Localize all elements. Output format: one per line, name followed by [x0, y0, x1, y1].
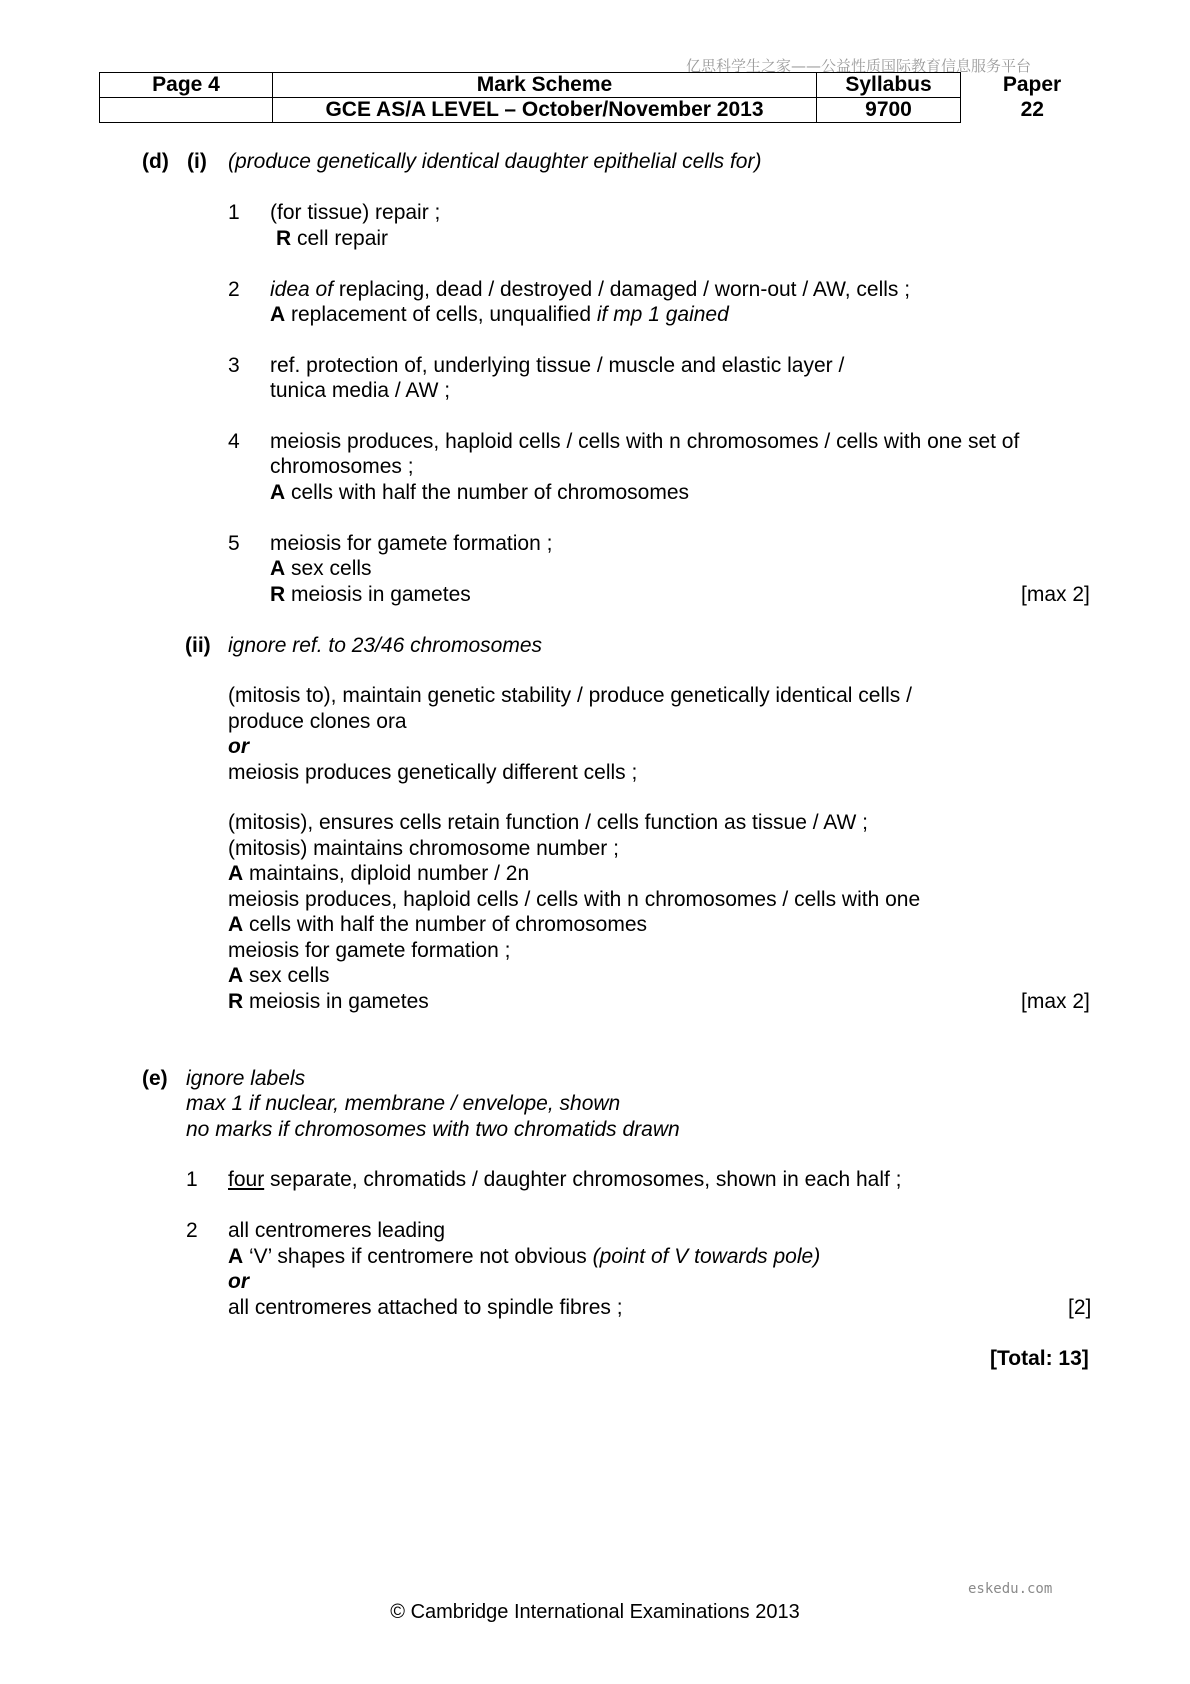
- section-d-i-label: (i): [187, 150, 207, 173]
- d-ii-line-1: (mitosis to), maintain genetic stability / produce genetically identical cells /: [228, 684, 912, 707]
- e-point-2-accept: A ‘V’ shapes if centromere not obvious (point of V towards pole): [228, 1245, 821, 1268]
- header-title: Mark Scheme: [273, 73, 817, 98]
- d-i-point-5-accept: A sex cells: [270, 557, 372, 580]
- d-i-point-5-line1: meiosis for gamete formation ;: [270, 532, 553, 555]
- d-i-point-2-accept: A replacement of cells, unqualified if mp 1 gained: [270, 303, 729, 326]
- section-e-label: (e): [142, 1067, 168, 1090]
- e-point-2-line3: all centromeres attached to spindle fibres ;: [228, 1296, 623, 1319]
- d-ii-line-6: A maintains, diploid number / 2n: [228, 862, 530, 885]
- e-intro-1: ignore labels: [186, 1067, 306, 1090]
- d-i-mark: [max 2]: [1021, 583, 1090, 606]
- d-i-point-3-num: 3: [228, 354, 240, 377]
- d-ii-intro: ignore ref. to 23/46 chromosomes: [228, 634, 542, 657]
- d-i-point-1-line1: (for tissue) repair ;: [270, 201, 441, 224]
- d-i-intro: (produce genetically identical daughter epithelial cells for): [228, 150, 762, 173]
- d-ii-line-9: meiosis for gamete formation ;: [228, 939, 511, 962]
- d-i-point-4-line2: chromosomes ;: [270, 455, 414, 478]
- d-ii-line-5: (mitosis) maintains chromosome number ;: [228, 837, 619, 860]
- e-intro-2: max 1 if nuclear, membrane / envelope, shown: [186, 1092, 621, 1115]
- d-ii-line-7: meiosis produces, haploid cells / cells with n chromosomes / cells with one: [228, 888, 921, 911]
- d-i-point-1-reject: R cell repair: [276, 227, 389, 250]
- header-blank-cell: [100, 98, 273, 123]
- d-i-point-4-num: 4: [228, 430, 240, 453]
- d-i-point-5-reject: R meiosis in gametes: [270, 583, 471, 606]
- d-i-point-4-accept: A cells with half the number of chromosomes: [270, 481, 690, 504]
- header-paper-label: Paper: [1002, 73, 1062, 96]
- e-point-2-or: or: [228, 1270, 249, 1293]
- d-ii-line-2: produce clones ora: [228, 710, 407, 733]
- total-mark: [Total: 13]: [990, 1347, 1089, 1370]
- d-ii-mark: [max 2]: [1021, 990, 1090, 1013]
- e-mark: [2]: [1068, 1296, 1092, 1319]
- d-ii-line-8: A cells with half the number of chromosomes: [228, 913, 648, 936]
- section-d-ii-label: (ii): [185, 634, 211, 657]
- header-syllabus-label: Syllabus: [817, 73, 961, 98]
- d-i-point-2-num: 2: [228, 278, 240, 301]
- footer-copyright: © Cambridge International Examinations 2013: [390, 1601, 800, 1623]
- d-ii-or: or: [228, 735, 249, 758]
- e-point-1: four separate, chromatids / daughter chromosomes, shown in each half ;: [228, 1168, 902, 1191]
- e-intro-3: no marks if chromosomes with two chromatids drawn: [186, 1118, 680, 1141]
- header-table: [99, 72, 1104, 123]
- header-paper-value: 22: [1020, 98, 1044, 121]
- section-d-label: (d): [142, 150, 169, 173]
- d-ii-line-10: A sex cells: [228, 964, 330, 987]
- d-i-point-1-num: 1: [228, 201, 240, 224]
- e-point-2-line1: all centromeres leading: [228, 1219, 446, 1242]
- e-point-1-num: 1: [186, 1168, 198, 1191]
- watermark-top: 亿思科学生之家——公益性质国际教育信息服务平台: [686, 57, 1032, 75]
- d-i-point-3-line1: ref. protection of, underlying tissue / muscle and elastic layer /: [270, 354, 845, 377]
- d-i-point-2-line1: idea of replacing, dead / destroyed / damaged / worn-out / AW, cells ;: [270, 278, 911, 301]
- e-point-2-num: 2: [186, 1219, 198, 1242]
- header-page: Page 4: [100, 73, 273, 98]
- d-i-point-4-line1: meiosis produces, haploid cells / cells with n chromosomes / cells with one set of: [270, 430, 1020, 453]
- watermark-bottom: eskedu.com: [968, 1581, 1053, 1597]
- header-subtitle: GCE AS/A LEVEL – October/November 2013: [273, 98, 817, 123]
- header-syllabus-value: 9700: [817, 98, 961, 123]
- d-ii-line-3: meiosis produces genetically different cells ;: [228, 761, 638, 784]
- d-ii-line-4: (mitosis), ensures cells retain function / cells function as tissue / AW ;: [228, 811, 868, 834]
- d-i-point-3-line2: tunica media / AW ;: [270, 379, 451, 402]
- d-i-point-5-num: 5: [228, 532, 240, 555]
- d-ii-line-11: R meiosis in gametes: [228, 990, 429, 1013]
